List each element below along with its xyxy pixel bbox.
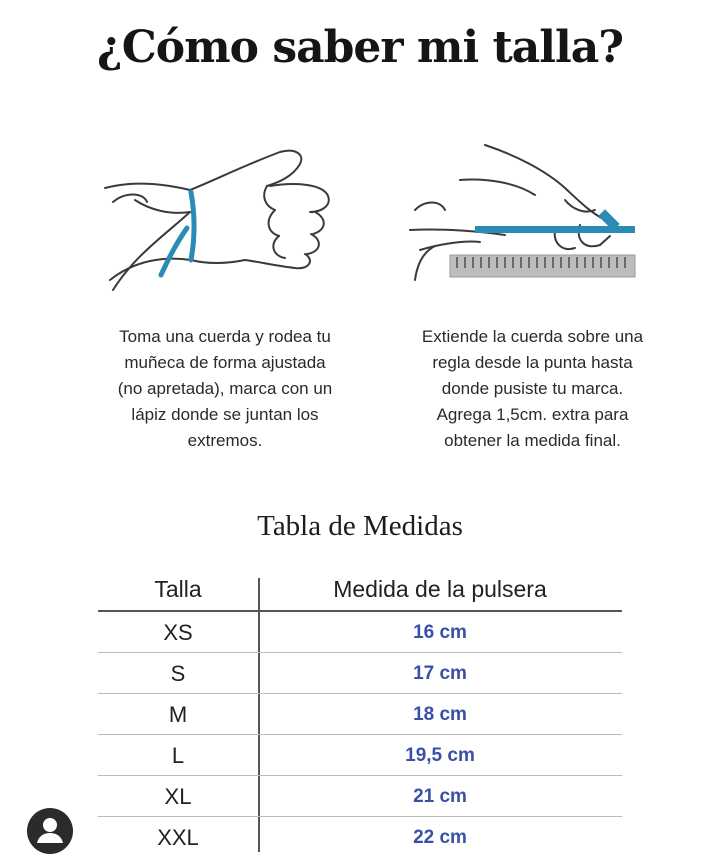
cell-talla: XXL — [157, 825, 199, 850]
step-2-line: Extiende la cuerda sobre una — [421, 327, 644, 346]
cell-talla: S — [170, 661, 186, 686]
cell-medida: 21 cm — [413, 786, 467, 807]
cell-talla: XL — [164, 784, 192, 809]
step-1-line: extremos. — [187, 431, 263, 450]
cell-talla: L — [171, 743, 185, 768]
cell-medida: 16 cm — [413, 622, 467, 643]
user-avatar-icon[interactable] — [27, 808, 73, 854]
step-1-line: muñeca de forma ajustada — [124, 353, 326, 372]
header-talla: Talla — [154, 576, 202, 602]
table-row — [98, 735, 622, 776]
step-2-line: Agrega 1,5cm. extra para — [436, 405, 629, 424]
table-title: Tabla de Medidas — [257, 510, 463, 542]
cell-talla: XS — [163, 620, 193, 645]
ruler-illustration — [405, 140, 645, 290]
step-2-line: donde pusiste tu marca. — [441, 379, 624, 398]
wrist-illustration — [95, 140, 355, 305]
ruler-icon — [405, 140, 645, 290]
step-1-line: lápiz donde se juntan los — [131, 405, 319, 424]
size-table — [98, 570, 622, 857]
cell-medida: 19,5 cm — [405, 745, 475, 766]
step-1-instructions — [80, 324, 370, 454]
table-row — [98, 612, 622, 653]
table-row — [98, 776, 622, 817]
cell-medida: 22 cm — [413, 827, 467, 848]
cell-medida: 17 cm — [413, 663, 467, 684]
step-1-line: Toma una cuerda y rodea tu — [119, 327, 331, 346]
wrist-icon — [95, 140, 355, 305]
cell-talla: M — [168, 702, 188, 727]
table-header — [98, 570, 622, 612]
step-2-line: regla desde la punta hasta — [432, 353, 633, 372]
table-row — [98, 694, 622, 735]
header-medida: Medida de la pulsera — [333, 576, 547, 602]
cell-medida: 18 cm — [413, 704, 467, 725]
table-row — [98, 817, 622, 857]
page-title: ¿Cómo saber mi talla? — [96, 22, 624, 73]
step-2-line: obtener la medida final. — [444, 431, 621, 450]
step-1-line: (no apretada), marca con un — [117, 379, 333, 398]
step-2-instructions — [385, 324, 680, 454]
table-row — [98, 653, 622, 694]
